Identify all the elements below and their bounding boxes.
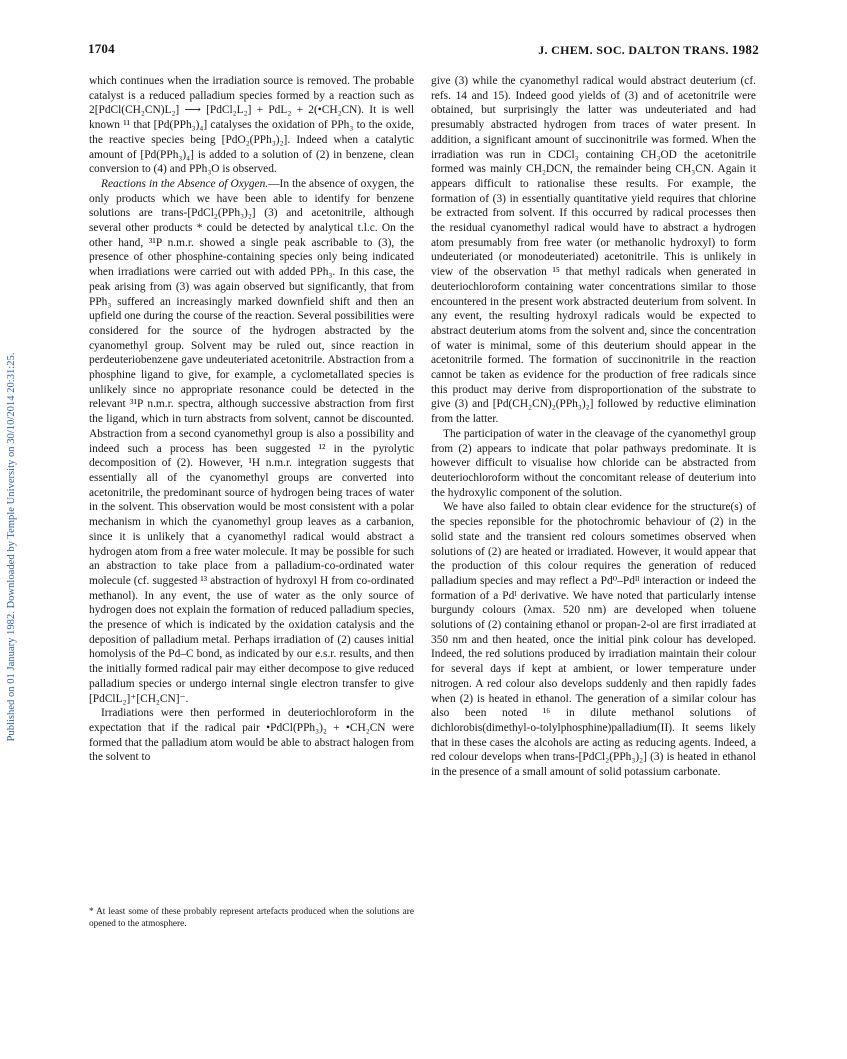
right-column — [431, 74, 756, 780]
page-number: 1704 — [88, 41, 115, 56]
left-paragraph-1: which continues when the irradiation source is removed. The probable catalyst is a reduced palladium species formed by a reaction such as 2[PdCl(CH₂CN)L₂] ⟶ [PdCl₂L₂] + PdL₂ + 2(•CH₂CN). It is well known ¹¹ that [Pd(PPh₃)₄] catalyses the oxidation of PPh₃ to the oxide, the reactive species being [PdO₂(PPh₃)₂]. Indeed when a catalytic amount of [Pd(PPh₃)₄] is added to a solution of (2) in benzene, clean conversion to (4) and PPh₃O is observed. — [89, 75, 414, 176]
journal-name: J. CHEM. SOC. DALTON TRANS. — [538, 43, 729, 57]
download-margin-note: Published on 01 January 1982. Downloaded by Temple University on 30/10/2014 20:31:25. — [6, 352, 17, 742]
journal-year: 1982 — [731, 42, 759, 57]
running-header — [538, 42, 759, 58]
footnote: * At least some of these probably represent artefacts produced when the solutions are opened to the atmosphere. — [89, 907, 414, 929]
right-paragraph-3: We have also failed to obtain clear evidence for the structure(s) of the species reponsible for the photochromic behaviour of (2) in the solid state and the transient red colours sometimes observed when solutions of (2) are heated or irradiated. However, it would appear that the production of this colour requires the generation of reduced palladium species and may reflect a Pd⁰–Pdᴵᴵ interaction or indeed the formation of a Pdᴵ derivative. We have noted that particularly intense burgundy colours (λmax. 520 nm) are developed when toluene solutions of (2) containing ethanol or propan-2-ol are first irradiated at 350 nm and then heated, once the initial pink colour has developed. Indeed, the red solutions produced by irradiation maintain their colour for several days if kept at ambient, or lower temperature under nitrogen. A red colour also develops suddenly and then rapidly fades when (2) is heated in ethanol. The generation of a similar colour has also been noted ¹⁶ in dilute methanol solutions of dichlorobis(dimethyl-o-tolylphosphine)palladium(II). It seems likely that in these cases the alcohols are acting as reducing agents. Indeed, a red colour develops when trans-[PdCl₂(PPh₃)₂] (3) is heated in ethanol in the presence of a small amount of solid potassium carbonate. — [431, 501, 756, 779]
left-column — [89, 74, 414, 765]
left-paragraph-3: Irradiations were then performed in deuteriochloroform in the expectation that if the radical pair •PdCl(PPh₃)₂ + •CH₂CN were formed that the palladium atom would be able to abstract halogen from the solvent to — [89, 707, 414, 764]
left-paragraph-2-body: —In the absence of oxygen, the only products which we have been able to identify for benzene solutions are trans-[PdCl₂(PPh₃)₂] (3) and acetonitrile, although several other products * could be detected by analytical t.l.c. On the other hand, ³¹P n.m.r. showed a single peak ascribable to (3), the presence of other phosphine-containing species only being indicated when irradiations were carried out with added PPh₃. In this case, the peak arising from (3) was again observed but significantly, that from PPh₃ suffered an increasingly marked downfield shift and then an upfield one during the course of the reaction. Several possibilities were considered for the source of the hydrogen abstracted by the cyanomethyl group. Solvent may be ruled out, since reaction in perdeuteriobenzene gave undeuteriated acetonitrile. Abstraction from a phosphine ligand to give, for example, a cyclometallated species is unlikely since no appropriate resonance could be detected in the relevant ³¹P n.m.r. spectra, although successive abstraction from first the ligand, which in turn abstracts from solvent, cannot be discounted. Abstraction from a second cyanomethyl group is also a possibility and indeed such a process has been suggested ¹² in the pyrolytic decomposition of (2). However, ¹H n.m.r. integration suggests that essentially all of the cyanomethyl groups are converted into acetonitrile, the predominant source of hydrogen being traces of water in the solvent. This observation would be most consistent with a polar mechanism in which the cyanomethyl group leaves as a carbanion, since it is unlikely that a cyanomethyl radical would abstract a hydrogen atom from a free water molecule. It may be possible for such an abstraction to take place from a palladium-co-ordinated water molecule (cf. suggested ¹³ abstraction of hydroxyl H from co-ordinated methanol). In any event, the use of water as the only source of hydrogen does not explain the formation of reduced palladium species, the presence of which is indicated by the oxidation catalysis and the deposition of palladium metal. Perhaps irradiation of (2) causes initial homolysis of the Pd–C bond, as indicated by our e.s.r. results, and then the initially formed radical pair may either decompose to give reduced palladium species or undergo internal single electron transfer to give [PdClL₂]⁺[CH₂CN]⁻. — [89, 177, 414, 705]
right-paragraph-1: give (3) while the cyanomethyl radical would abstract deuterium (cf. refs. 14 and 15). Indeed good yields of (3) and of acetonitrile were obtained, but surprisingly the latter was undeuteriated and had presumably abstracted hydrogen from traces of water present. In addition, a significant amount of succinonitrile was formed. When the irradiation was run in CDCl₃ containing CH₃OD the acetonitrile formed was mainly CH₂DCN, the remainder being CH₃CN. Again it appears difficult to rationalise these results. For example, the formation of (3) in essentially quantitative yield requires that chlorine be extracted from solvent. If this occurred by radical processes then the residual cyanomethyl radical would have to abstract a hydrogen atom presumably from free water (or methanolic hydroxyl) to form undeuteriated (or monodeuteriated) acetonitrile. This is unlikely in view of the observation ¹⁵ that methyl radicals when generated in deuteriochloroform containing water concentrations similar to those encountered in the present work abstracted deuterium from solvent. In any event, the resulting hydroxyl radicals would be expected to abstract deuterium atoms from the solvent and, since the concentration of water is minimal, some of this deuterium should appear in the acetonitrile formed. The formation of succinonitrile in the reaction cannot be taken as evidence for the production of free radicals since this product may derive from disproportionation of the substrate to give (3) and [Pd(CH₂CN)₂(PPh₃)₂] followed by reductive elimination from the latter. — [431, 75, 756, 426]
right-paragraph-2: The participation of water in the cleavage of the cyanomethyl group from (2) appears to indicate that polar pathways predominate. It is however difficult to visualise how chloride can be abstracted from deuteriochloroform without the concomitant release of deuterium into the hydroxylic component of the solution. — [431, 427, 756, 499]
left-paragraph-2 — [89, 177, 414, 706]
section-heading: Reactions in the Absence of Oxygen. — [101, 177, 269, 190]
